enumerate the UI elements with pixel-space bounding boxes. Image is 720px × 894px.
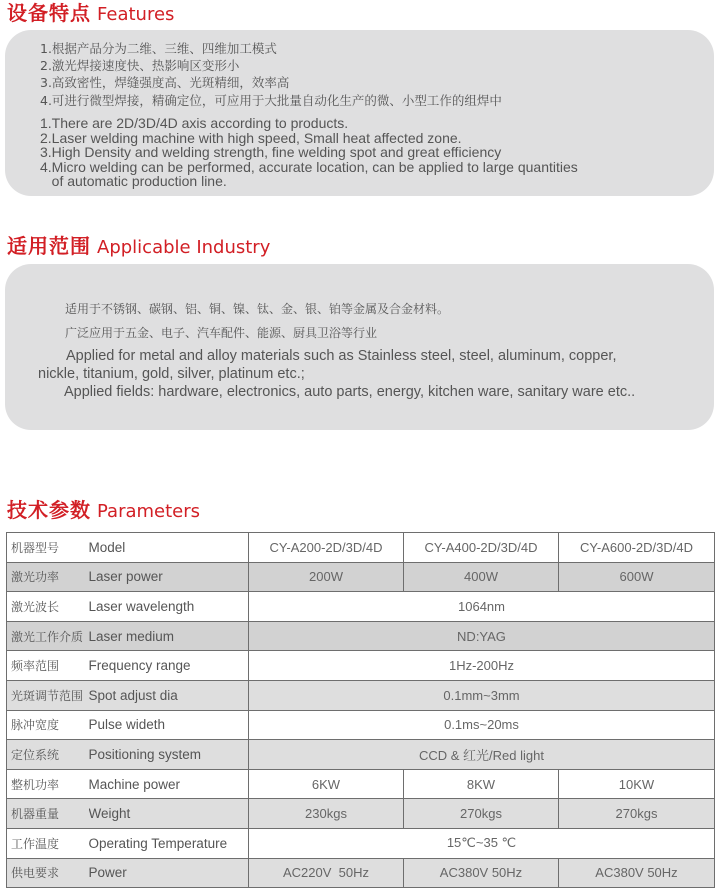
param-value: CY-A400-2D/3D/4D: [404, 533, 559, 563]
param-value: 270kgs: [559, 799, 715, 829]
param-label-cn: 频率范围: [7, 651, 89, 681]
feature-cn-1: 1.根据产品分为二维、三维、四维加工模式: [40, 41, 277, 56]
param-value: 600W: [559, 562, 715, 592]
param-value: 1064nm: [249, 592, 715, 622]
param-label-cn: 激光工作介质: [7, 621, 89, 651]
industry-en-3: Applied fields: hardware, electronics, auto parts, energy, kitchen ware, sanitary ware etc..: [64, 384, 636, 400]
industry-cn-1: 适用于不锈钢、碳钢、铝、铜、镍、钛、金、银、铂等金属及合金材料。: [65, 302, 450, 316]
param-label-cn: 光斑调节范围: [7, 680, 89, 710]
param-label-en: Pulse wideth: [89, 710, 249, 740]
param-value: CCD & 红光/Red light: [249, 740, 715, 770]
param-label-en: Frequency range: [89, 651, 249, 681]
param-label-en: Spot adjust dia: [89, 680, 249, 710]
feature-en-3: 3.High Density and welding strength, fine welding spot and great efficiency: [40, 144, 502, 160]
industry-en-1: Applied for metal and alloy materials such as Stainless steel, steel, aluminum, copper,: [66, 348, 617, 364]
param-value: 200W: [249, 562, 404, 592]
features-title-cn: 设备特点: [7, 1, 91, 25]
table-row-spot-adjust: [7, 680, 715, 710]
table-row-positioning-system: [7, 740, 715, 770]
param-value: 0.1ms~20ms: [249, 710, 715, 740]
param-label-cn: 整机功率: [7, 769, 89, 799]
features-heading: [7, 0, 174, 26]
table-row-operating-temperature: [7, 828, 715, 858]
parameters-title-en: Parameters: [97, 501, 201, 522]
param-value: CY-A600-2D/3D/4D: [559, 533, 715, 563]
param-label-en: Weight: [89, 799, 249, 829]
table-row-weight: [7, 799, 715, 829]
param-value: 15℃~35 ℃: [249, 828, 715, 858]
table-row-laser-medium: [7, 621, 715, 651]
param-label-cn: 供电要求: [7, 858, 89, 888]
table-row-power-supply: [7, 858, 715, 888]
param-value: AC380V 50Hz: [559, 858, 715, 888]
param-label-en: Positioning system: [89, 740, 249, 770]
industry-cn-2: 广泛应用于五金、电子、汽车配件、能源、厨具卫浴等行业: [65, 326, 378, 340]
param-label-en: Power: [89, 858, 249, 888]
param-value: 8KW: [404, 769, 559, 799]
feature-cn-2: 2.激光焊接速度快、热影响区变形小: [40, 58, 240, 73]
table-row-laser-power: [7, 562, 715, 592]
param-label-cn: 机器型号: [7, 533, 89, 563]
features-title-en: Features: [97, 4, 175, 25]
feature-en-1: 1.There are 2D/3D/4D axis according to products.: [40, 115, 349, 131]
feature-en-2: 2.Laser welding machine with high speed, Small heat affected zone.: [40, 129, 462, 146]
param-label-en: Model: [89, 533, 249, 563]
param-value: 400W: [404, 562, 559, 592]
param-label-cn: 机器重量: [7, 799, 89, 829]
parameters-heading: [7, 497, 200, 523]
param-value: 1Hz-200Hz: [249, 651, 715, 681]
industry-heading: [7, 233, 270, 259]
feature-cn-4: 4.可进行微型焊接，精确定位，可应用于大批量自动化生产的微、小型工作的组焊中: [40, 93, 502, 108]
param-value: 6KW: [249, 769, 404, 799]
table-row-laser-wavelength: [7, 592, 715, 622]
param-value: 270kgs: [404, 799, 559, 829]
industry-en-2: nickle, titanium, gold, silver, platinum etc.;: [38, 366, 305, 382]
param-value: CY-A200-2D/3D/4D: [249, 533, 404, 563]
param-value: AC220V 50Hz: [249, 858, 404, 888]
param-label-cn: 激光波长: [7, 592, 89, 622]
table-row-model: [7, 533, 715, 563]
parameters-title-cn: 技术参数: [7, 498, 91, 522]
table-row-pulse-width: [7, 710, 715, 740]
industry-title-en: Applicable Industry: [97, 237, 271, 258]
param-label-en: Machine power: [89, 769, 249, 799]
param-label-cn: 脉冲宽度: [7, 710, 89, 740]
param-value: ND:YAG: [249, 621, 715, 651]
param-value: 10KW: [559, 769, 715, 799]
param-value: 0.1mm~3mm: [249, 680, 715, 710]
param-label-en: Laser medium: [89, 621, 249, 651]
param-label-cn: 工作温度: [7, 828, 89, 858]
feature-cn-3: 3.高致密性，焊缝强度高、光斑精细，效率高: [40, 75, 290, 90]
parameters-table: [6, 532, 715, 888]
param-label-cn: 激光功率: [7, 562, 89, 592]
param-label-cn: 定位系统: [7, 740, 89, 770]
param-label-en: Laser wavelength: [89, 592, 249, 622]
param-label-en: Operating Temperature: [89, 828, 249, 858]
param-value: AC380V 50Hz: [404, 858, 559, 888]
param-value: 230kgs: [249, 799, 404, 829]
industry-title-cn: 适用范围: [7, 234, 91, 258]
feature-en-4-cont: of automatic production line.: [40, 173, 227, 189]
industry-box: [5, 264, 714, 430]
table-row-frequency-range: [7, 651, 715, 681]
param-label-en: Laser power: [89, 562, 249, 592]
feature-en-4: 4.Micro welding can be performed, accurate location, can be applied to large quantities: [40, 158, 578, 175]
table-row-machine-power: [7, 769, 715, 799]
